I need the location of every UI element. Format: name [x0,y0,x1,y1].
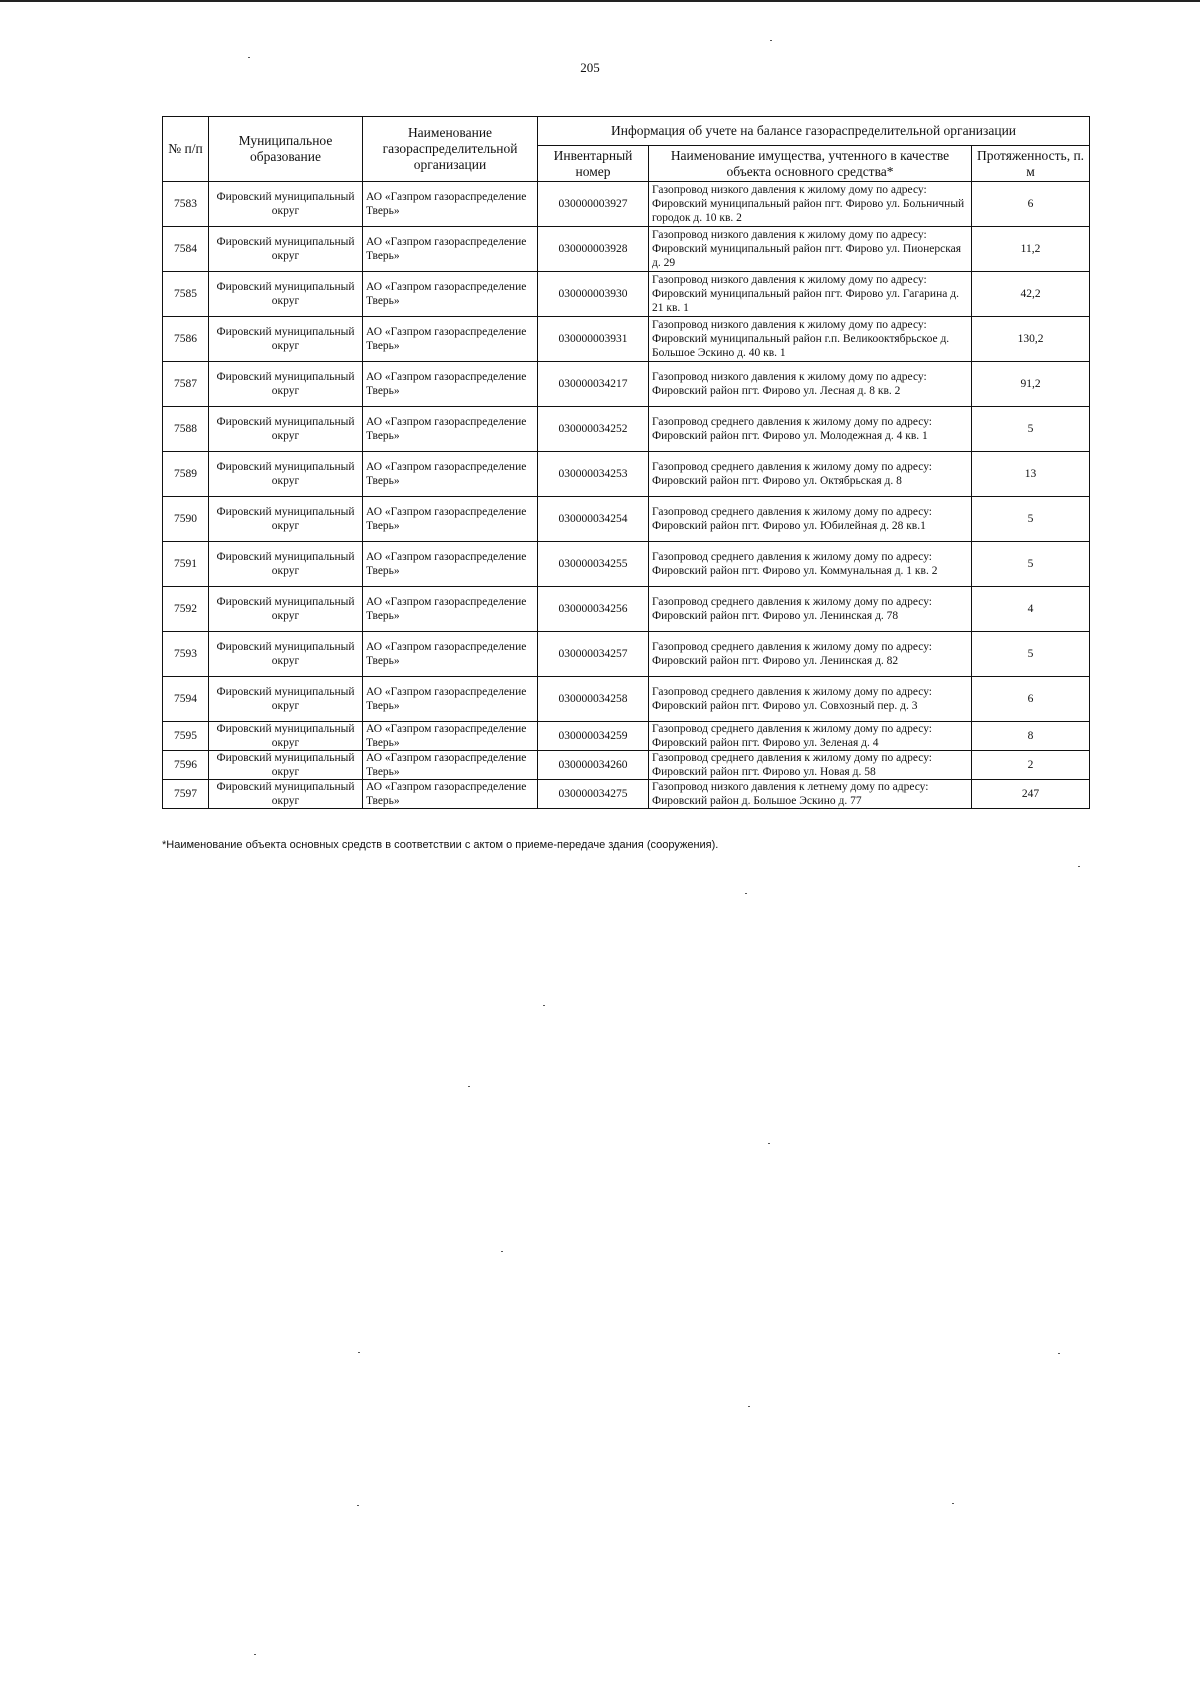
cell-object-name: Газопровод среднего давления к жилому дому по адресу: Фировский район пгт. Фирово ул. Ленинская д. 82 [649,632,972,677]
cell-row-number: 7583 [163,182,209,227]
cell-length: 5 [972,632,1090,677]
table-row [163,587,1090,632]
cell-row-number: 7595 [163,722,209,751]
cell-municipality: Фировский муниципальный округ [209,751,363,780]
cell-row-number: 7594 [163,677,209,722]
cell-organization: АО «Газпром газораспределение Тверь» [363,227,538,272]
cell-object-name: Газопровод низкого давления к жилому дому по адресу: Фировский район пгт. Фирово ул. Лесная д. 8 кв. 2 [649,362,972,407]
scan-speck [770,40,772,41]
scan-speck [358,1352,360,1353]
table-row [163,780,1090,809]
cell-row-number: 7591 [163,542,209,587]
table-row [163,542,1090,587]
table-row [163,677,1090,722]
cell-length: 5 [972,497,1090,542]
cell-organization: АО «Газпром газораспределение Тверь» [363,362,538,407]
cell-municipality: Фировский муниципальный округ [209,362,363,407]
scan-top-border [0,0,1200,2]
cell-row-number: 7585 [163,272,209,317]
cell-inventory-number: 030000034258 [538,677,649,722]
cell-object-name: Газопровод низкого давления к жилому дому по адресу: Фировский муниципальный район пгт. Фирово ул. Гагарина д. 21 кв. 1 [649,272,972,317]
scan-speck [952,1503,954,1504]
scan-speck [1078,866,1080,867]
cell-object-name: Газопровод низкого давления к летнему дому по адресу: Фировский район д. Большое Эскино д. 77 [649,780,972,809]
cell-row-number: 7590 [163,497,209,542]
table-row [163,317,1090,362]
scan-speck [745,893,747,894]
table-row [163,722,1090,751]
scan-speck [543,1005,545,1006]
scan-speck [748,1406,750,1407]
cell-row-number: 7584 [163,227,209,272]
scan-speck [248,57,250,58]
cell-length: 6 [972,677,1090,722]
cell-length: 91,2 [972,362,1090,407]
table-row [163,751,1090,780]
cell-inventory-number: 030000003928 [538,227,649,272]
cell-inventory-number: 030000034257 [538,632,649,677]
cell-organization: АО «Газпром газораспределение Тверь» [363,452,538,497]
cell-row-number: 7588 [163,407,209,452]
table-row [163,362,1090,407]
cell-municipality: Фировский муниципальный округ [209,722,363,751]
page-number: 205 [580,60,600,75]
cell-organization: АО «Газпром газораспределение Тверь» [363,677,538,722]
cell-inventory-number: 030000034275 [538,780,649,809]
cell-length: 2 [972,751,1090,780]
table-row [163,182,1090,227]
footnote: *Наименование объекта основных средств в соответствии с актом о приеме-передаче здания (сооружения). [162,839,719,851]
cell-organization: АО «Газпром газораспределение Тверь» [363,272,538,317]
cell-length: 130,2 [972,317,1090,362]
cell-length: 11,2 [972,227,1090,272]
cell-municipality: Фировский муниципальный округ [209,677,363,722]
cell-inventory-number: 030000034255 [538,542,649,587]
cell-row-number: 7587 [163,362,209,407]
cell-municipality: Фировский муниципальный округ [209,542,363,587]
header-length: Протяженность, п. м [972,146,1090,182]
cell-length: 4 [972,587,1090,632]
cell-inventory-number: 030000034252 [538,407,649,452]
cell-municipality: Фировский муниципальный округ [209,780,363,809]
scan-speck [357,1505,359,1506]
cell-row-number: 7592 [163,587,209,632]
cell-object-name: Газопровод среднего давления к жилому дому по адресу: Фировский район пгт. Фирово ул. Октябрьская д. 8 [649,452,972,497]
header-object: Наименование имущества, учтенного в качестве объекта основного средства* [649,146,972,182]
cell-organization: АО «Газпром газораспределение Тверь» [363,407,538,452]
cell-inventory-number: 030000003931 [538,317,649,362]
cell-row-number: 7597 [163,780,209,809]
cell-municipality: Фировский муниципальный округ [209,317,363,362]
cell-organization: АО «Газпром газораспределение Тверь» [363,587,538,632]
cell-inventory-number: 030000034217 [538,362,649,407]
table-row [163,227,1090,272]
cell-object-name: Газопровод среднего давления к жилому дому по адресу: Фировский район пгт. Фирово ул. Зеленая д. 4 [649,722,972,751]
cell-length: 13 [972,452,1090,497]
cell-organization: АО «Газпром газораспределение Тверь» [363,751,538,780]
header-organization: Наименование газораспределительной организации [363,117,538,182]
cell-object-name: Газопровод среднего давления к жилому дому по адресу: Фировский район пгт. Фирово ул. Молодежная д. 4 кв. 1 [649,407,972,452]
cell-object-name: Газопровод среднего давления к жилому дому по адресу: Фировский район пгт. Фирово ул. Новая д. 58 [649,751,972,780]
cell-object-name: Газопровод низкого давления к жилому дому по адресу: Фировский муниципальный район г.п. Великооктябрьское д. Большое Эскино д. 40 кв. 1 [649,317,972,362]
cell-organization: АО «Газпром газораспределение Тверь» [363,780,538,809]
table-header [163,117,1090,182]
table-body [163,182,1090,809]
table-row [163,407,1090,452]
table-row [163,497,1090,542]
cell-inventory-number: 030000034254 [538,497,649,542]
cell-object-name: Газопровод среднего давления к жилому дому по адресу: Фировский район пгт. Фирово ул. Совхозный пер. д. 3 [649,677,972,722]
cell-object-name: Газопровод низкого давления к жилому дому по адресу: Фировский муниципальный район пгт. Фирово ул. Больничный городок д. 10 кв. 2 [649,182,972,227]
gas-pipeline-register-table [162,116,1090,809]
cell-row-number: 7596 [163,751,209,780]
table-row [163,272,1090,317]
cell-object-name: Газопровод низкого давления к жилому дому по адресу: Фировский муниципальный район пгт. Фирово ул. Пионерская д. 29 [649,227,972,272]
cell-municipality: Фировский муниципальный округ [209,227,363,272]
header-num: № п/п [163,117,209,182]
header-municipality: Муниципальное образование [209,117,363,182]
cell-organization: АО «Газпром газораспределение Тверь» [363,182,538,227]
table-row [163,452,1090,497]
cell-object-name: Газопровод среднего давления к жилому дому по адресу: Фировский район пгт. Фирово ул. Юбилейная д. 28 кв.1 [649,497,972,542]
cell-municipality: Фировский муниципальный округ [209,182,363,227]
scan-speck [254,1654,256,1655]
cell-municipality: Фировский муниципальный округ [209,587,363,632]
cell-organization: АО «Газпром газораспределение Тверь» [363,497,538,542]
cell-organization: АО «Газпром газораспределение Тверь» [363,542,538,587]
cell-length: 247 [972,780,1090,809]
cell-municipality: Фировский муниципальный округ [209,452,363,497]
cell-inventory-number: 030000003927 [538,182,649,227]
cell-length: 42,2 [972,272,1090,317]
cell-organization: АО «Газпром газораспределение Тверь» [363,632,538,677]
table-row [163,632,1090,677]
cell-inventory-number: 030000034256 [538,587,649,632]
cell-municipality: Фировский муниципальный округ [209,407,363,452]
cell-object-name: Газопровод среднего давления к жилому дому по адресу: Фировский район пгт. Фирово ул. Ленинская д. 78 [649,587,972,632]
scan-speck [768,1143,770,1144]
scan-speck [1058,1353,1060,1354]
cell-municipality: Фировский муниципальный округ [209,632,363,677]
cell-inventory-number: 030000034259 [538,722,649,751]
cell-organization: АО «Газпром газораспределение Тверь» [363,317,538,362]
cell-row-number: 7593 [163,632,209,677]
cell-municipality: Фировский муниципальный округ [209,272,363,317]
cell-length: 8 [972,722,1090,751]
header-inventory: Инвентарный номер [538,146,649,182]
scan-speck [501,1251,503,1252]
cell-inventory-number: 030000034253 [538,452,649,497]
cell-length: 5 [972,407,1090,452]
scan-speck [468,1086,470,1087]
cell-municipality: Фировский муниципальный округ [209,497,363,542]
header-balance-info: Информация об учете на балансе газораспределительной организации [538,117,1090,146]
cell-inventory-number: 030000034260 [538,751,649,780]
header-row-1 [163,117,1090,146]
cell-length: 5 [972,542,1090,587]
cell-row-number: 7589 [163,452,209,497]
cell-length: 6 [972,182,1090,227]
cell-inventory-number: 030000003930 [538,272,649,317]
cell-row-number: 7586 [163,317,209,362]
cell-object-name: Газопровод среднего давления к жилому дому по адресу: Фировский район пгт. Фирово ул. Коммунальная д. 1 кв. 2 [649,542,972,587]
cell-organization: АО «Газпром газораспределение Тверь» [363,722,538,751]
